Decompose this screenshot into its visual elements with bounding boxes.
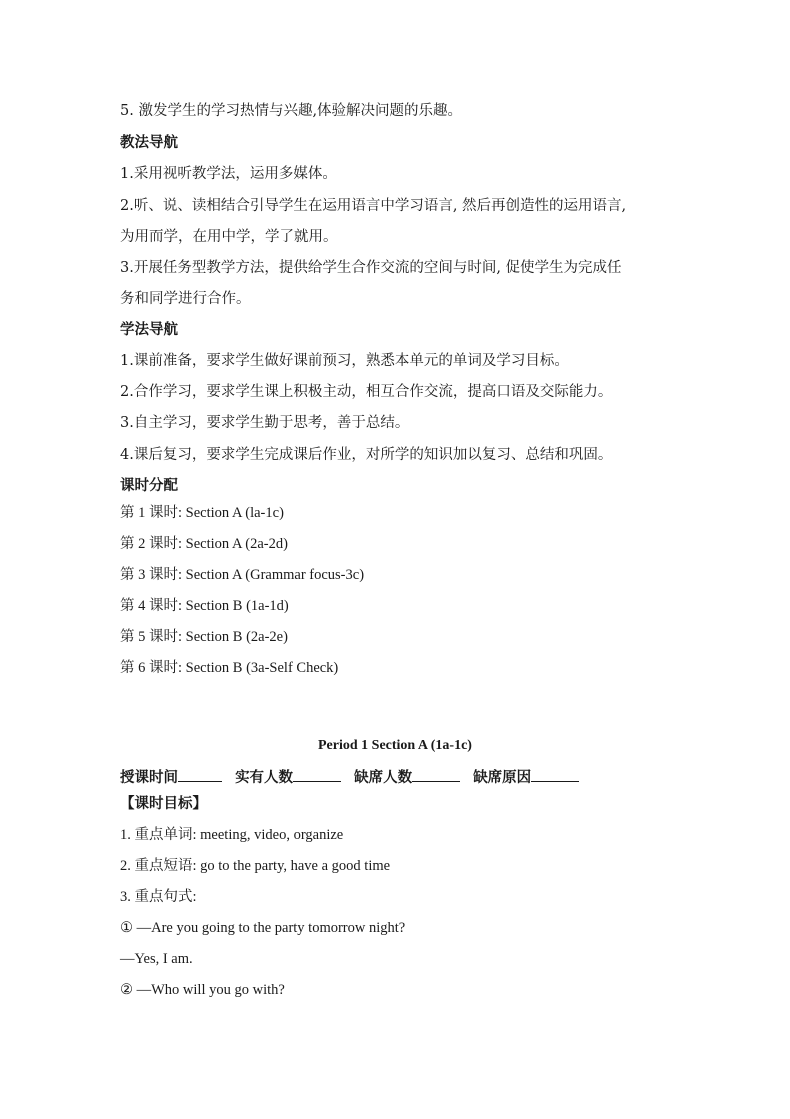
goal-item: 1. 重点单词: meeting, video, organize [120,827,344,843]
field-label-present: 实有人数 [235,769,294,786]
schedule-item: 第 6 课时: Section B (3a-Self Check) [120,660,339,676]
goals-heading: 【课时目标】 [120,795,207,812]
learning-method-item: 2.合作学习，要求学生课上积极主动，相互合作交流，提高口语及交际能力。 [120,384,613,400]
field-blank[interactable] [178,767,222,782]
schedule-item: 第 2 课时: Section A (2a-2d) [120,536,288,552]
teaching-method-item: 为用而学，在用中学，学了就用。 [120,229,338,245]
field-blank[interactable] [531,767,579,782]
teaching-methods-heading: 教法导航 [120,134,178,151]
field-blank[interactable] [293,767,341,782]
schedule-item: 第 1 课时: Section A (la-1c) [120,505,284,521]
field-label-class-time: 授课时间 [120,769,178,786]
sentence-item: —Yes, I am. [120,951,193,967]
goal-item: 2. 重点短语: go to the party, have a good time [120,858,391,874]
schedule-heading: 课时分配 [120,477,178,494]
period-title: Period 1 Section A (1a-1c) [318,738,472,753]
learning-method-item: 4.课后复习，要求学生完成课后作业，对所学的知识加以复习、总结和巩固。 [120,447,613,463]
teaching-method-item: 务和同学进行合作。 [120,291,251,307]
schedule-item: 第 4 课时: Section B (1a-1d) [120,598,289,614]
schedule-item: 第 3 课时: Section A (Grammar focus-3c) [120,567,365,583]
learning-method-item: 3.自主学习，要求学生勤于思考，善于总结。 [120,415,410,431]
field-blank[interactable] [412,767,460,782]
schedule-item: 第 5 课时: Section B (2a-2e) [120,629,288,645]
learning-method-item: 1.课前准备，要求学生做好课前预习，熟悉本单元的单词及学习目标。 [120,353,569,369]
teaching-method-item: 1.采用视听教学法，运用多媒体。 [120,166,337,182]
teaching-method-item: 3.开展任务型教学方法，提供给学生合作交流的空间与时间, 促使学生为完成任 [120,260,622,276]
objective-item-5: 5. 激发学生的学习热情与兴趣,体验解决问题的乐趣。 [120,103,463,119]
field-label-absent: 缺席人数 [354,769,413,786]
goal-item: 3. 重点句式: [120,889,197,905]
teaching-method-item: 2.听、说、读相结合引导学生在运用语言中学习语言, 然后再创造性的运用语言, [120,198,627,214]
attendance-fields [120,767,587,788]
sentence-item: ① —Are you going to the party tomorrow night? [120,920,406,936]
learning-methods-heading: 学法导航 [120,321,178,338]
field-label-absence-reason: 缺席原因 [473,769,532,786]
sentence-item: ② —Who will you go with? [120,982,285,998]
